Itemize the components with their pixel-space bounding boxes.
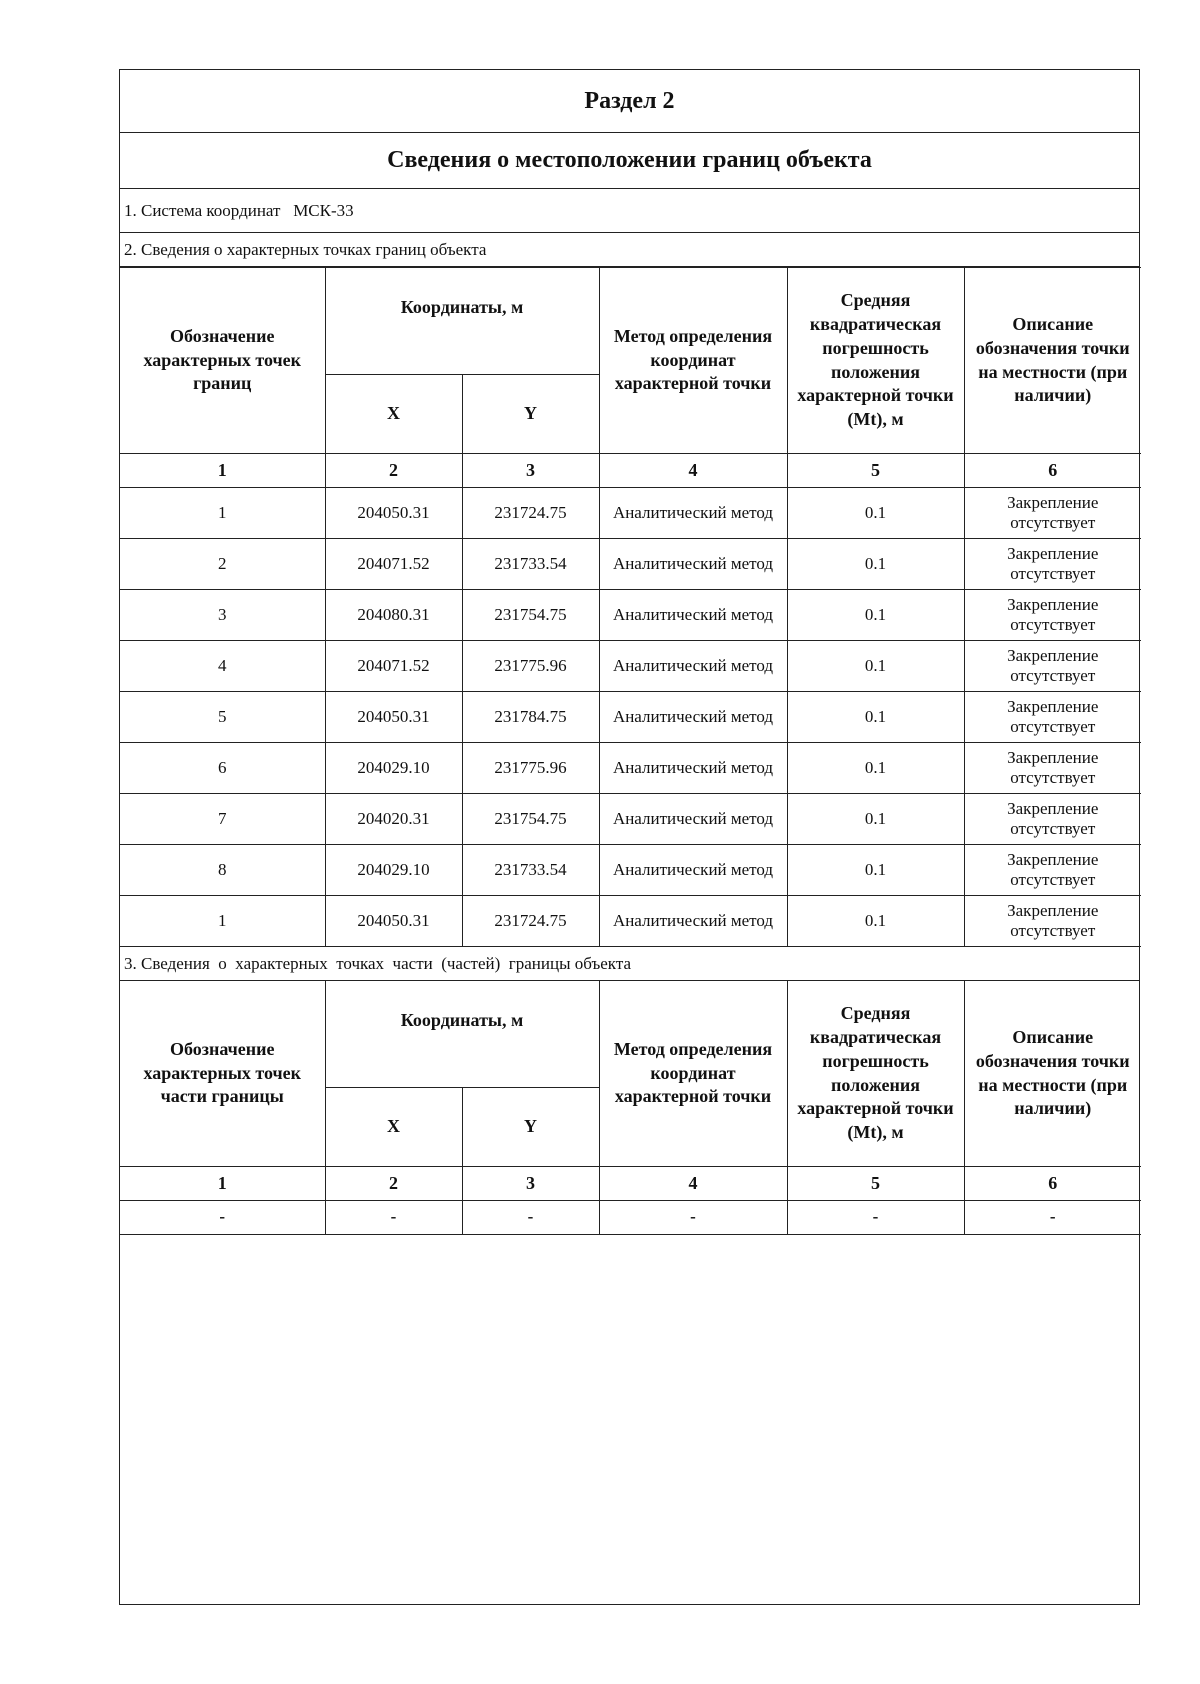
description-cell: Закрепление отсутствует (964, 590, 1141, 641)
method-cell: Аналитический метод (599, 488, 787, 539)
point-designation-cell: 8 (120, 845, 325, 896)
table-row (120, 539, 1141, 590)
method-cell: - (599, 1201, 787, 1235)
x-coordinate-cell: 204050.31 (325, 896, 462, 947)
header-method: Метод определения координат характерной точки (599, 981, 787, 1167)
header-y: Y (462, 1088, 599, 1167)
x-coordinate-cell: 204080.31 (325, 590, 462, 641)
y-coordinate-cell: 231754.75 (462, 794, 599, 845)
table-row (120, 1201, 1141, 1235)
error-cell: 0.1 (787, 641, 964, 692)
error-cell: 0.1 (787, 743, 964, 794)
header-y: Y (462, 375, 599, 454)
header-description: Описание обозначения точки на местности (при наличии) (964, 981, 1141, 1167)
document-sheet (119, 69, 1140, 1605)
header-coordinates: Координаты, м (325, 981, 599, 1088)
method-cell: Аналитический метод (599, 692, 787, 743)
description-cell: Закрепление отсутствует (964, 794, 1141, 845)
header-x: X (325, 375, 462, 454)
column-number: 4 (599, 454, 787, 488)
x-coordinate-cell: 204029.10 (325, 845, 462, 896)
description-cell: Закрепление отсутствует (964, 641, 1141, 692)
error-cell: 0.1 (787, 590, 964, 641)
description-cell: Закрепление отсутствует (964, 488, 1141, 539)
y-coordinate-cell: 231724.75 (462, 488, 599, 539)
error-cell: 0.1 (787, 539, 964, 590)
point-designation-cell: 2 (120, 539, 325, 590)
x-coordinate-cell: 204071.52 (325, 539, 462, 590)
y-coordinate-cell: 231733.54 (462, 845, 599, 896)
column-number: 6 (964, 1167, 1141, 1201)
table-row (120, 845, 1141, 896)
method-cell: Аналитический метод (599, 845, 787, 896)
x-coordinate-cell: 204020.31 (325, 794, 462, 845)
header-coordinates: Координаты, м (325, 268, 599, 375)
part-heading: 3. Сведения о характерных точках части (частей) границы объекта (120, 947, 1139, 981)
header-error: Средняя квадратическая погрешность положения характерной точки (Mt), м (787, 268, 964, 454)
point-designation-cell: 1 (120, 488, 325, 539)
x-coordinate-cell: 204050.31 (325, 692, 462, 743)
table-row (120, 794, 1141, 845)
point-designation-cell: 4 (120, 641, 325, 692)
table-row (120, 743, 1141, 794)
header-designation: Обозначение характерных точек границ (120, 268, 325, 454)
description-cell: Закрепление отсутствует (964, 896, 1141, 947)
description-cell: - (964, 1201, 1141, 1235)
table-row (120, 692, 1141, 743)
point-designation-cell: 7 (120, 794, 325, 845)
section-title: Раздел 2 (120, 70, 1139, 133)
error-cell: 0.1 (787, 692, 964, 743)
column-numbers-row (120, 1167, 1141, 1201)
table-row (120, 896, 1141, 947)
error-cell: 0.1 (787, 794, 964, 845)
method-cell: Аналитический метод (599, 641, 787, 692)
method-cell: Аналитический метод (599, 896, 787, 947)
error-cell: 0.1 (787, 896, 964, 947)
column-number: 5 (787, 1167, 964, 1201)
description-cell: Закрепление отсутствует (964, 845, 1141, 896)
column-number: 3 (462, 454, 599, 488)
x-coordinate-cell: 204050.31 (325, 488, 462, 539)
error-cell: 0.1 (787, 845, 964, 896)
x-coordinate-cell: 204029.10 (325, 743, 462, 794)
description-cell: Закрепление отсутствует (964, 539, 1141, 590)
column-number: 4 (599, 1167, 787, 1201)
error-cell: - (787, 1201, 964, 1235)
description-cell: Закрепление отсутствует (964, 692, 1141, 743)
method-cell: Аналитический метод (599, 743, 787, 794)
y-coordinate-cell: - (462, 1201, 599, 1235)
method-cell: Аналитический метод (599, 539, 787, 590)
point-designation-cell: - (120, 1201, 325, 1235)
section-subtitle: Сведения о местоположении границ объекта (120, 133, 1139, 189)
column-number: 3 (462, 1167, 599, 1201)
table-row (120, 488, 1141, 539)
table-row (120, 641, 1141, 692)
column-number: 5 (787, 454, 964, 488)
y-coordinate-cell: 231724.75 (462, 896, 599, 947)
point-designation-cell: 5 (120, 692, 325, 743)
header-designation: Обозначение характерных точек части границы (120, 981, 325, 1167)
x-coordinate-cell: - (325, 1201, 462, 1235)
header-description: Описание обозначения точки на местности (при наличии) (964, 268, 1141, 454)
column-number: 2 (325, 454, 462, 488)
point-designation-cell: 3 (120, 590, 325, 641)
points-heading: 2. Сведения о характерных точках границ объекта (120, 233, 1139, 267)
header-x: X (325, 1088, 462, 1167)
y-coordinate-cell: 231754.75 (462, 590, 599, 641)
error-cell: 0.1 (787, 488, 964, 539)
point-designation-cell: 6 (120, 743, 325, 794)
column-number: 2 (325, 1167, 462, 1201)
x-coordinate-cell: 204071.52 (325, 641, 462, 692)
column-number: 1 (120, 454, 325, 488)
table-row (120, 590, 1141, 641)
y-coordinate-cell: 231775.96 (462, 743, 599, 794)
column-number: 1 (120, 1167, 325, 1201)
boundary-points-table (120, 267, 1141, 947)
header-method: Метод определения координат характерной точки (599, 268, 787, 454)
y-coordinate-cell: 231733.54 (462, 539, 599, 590)
y-coordinate-cell: 231784.75 (462, 692, 599, 743)
column-numbers-row (120, 454, 1141, 488)
part-points-table (120, 981, 1141, 1235)
point-designation-cell: 1 (120, 896, 325, 947)
method-cell: Аналитический метод (599, 590, 787, 641)
header-error: Средняя квадратическая погрешность положения характерной точки (Mt), м (787, 981, 964, 1167)
column-number: 6 (964, 454, 1141, 488)
coordinate-system-line: 1. Система координат МСК-33 (120, 189, 1139, 233)
y-coordinate-cell: 231775.96 (462, 641, 599, 692)
method-cell: Аналитический метод (599, 794, 787, 845)
description-cell: Закрепление отсутствует (964, 743, 1141, 794)
